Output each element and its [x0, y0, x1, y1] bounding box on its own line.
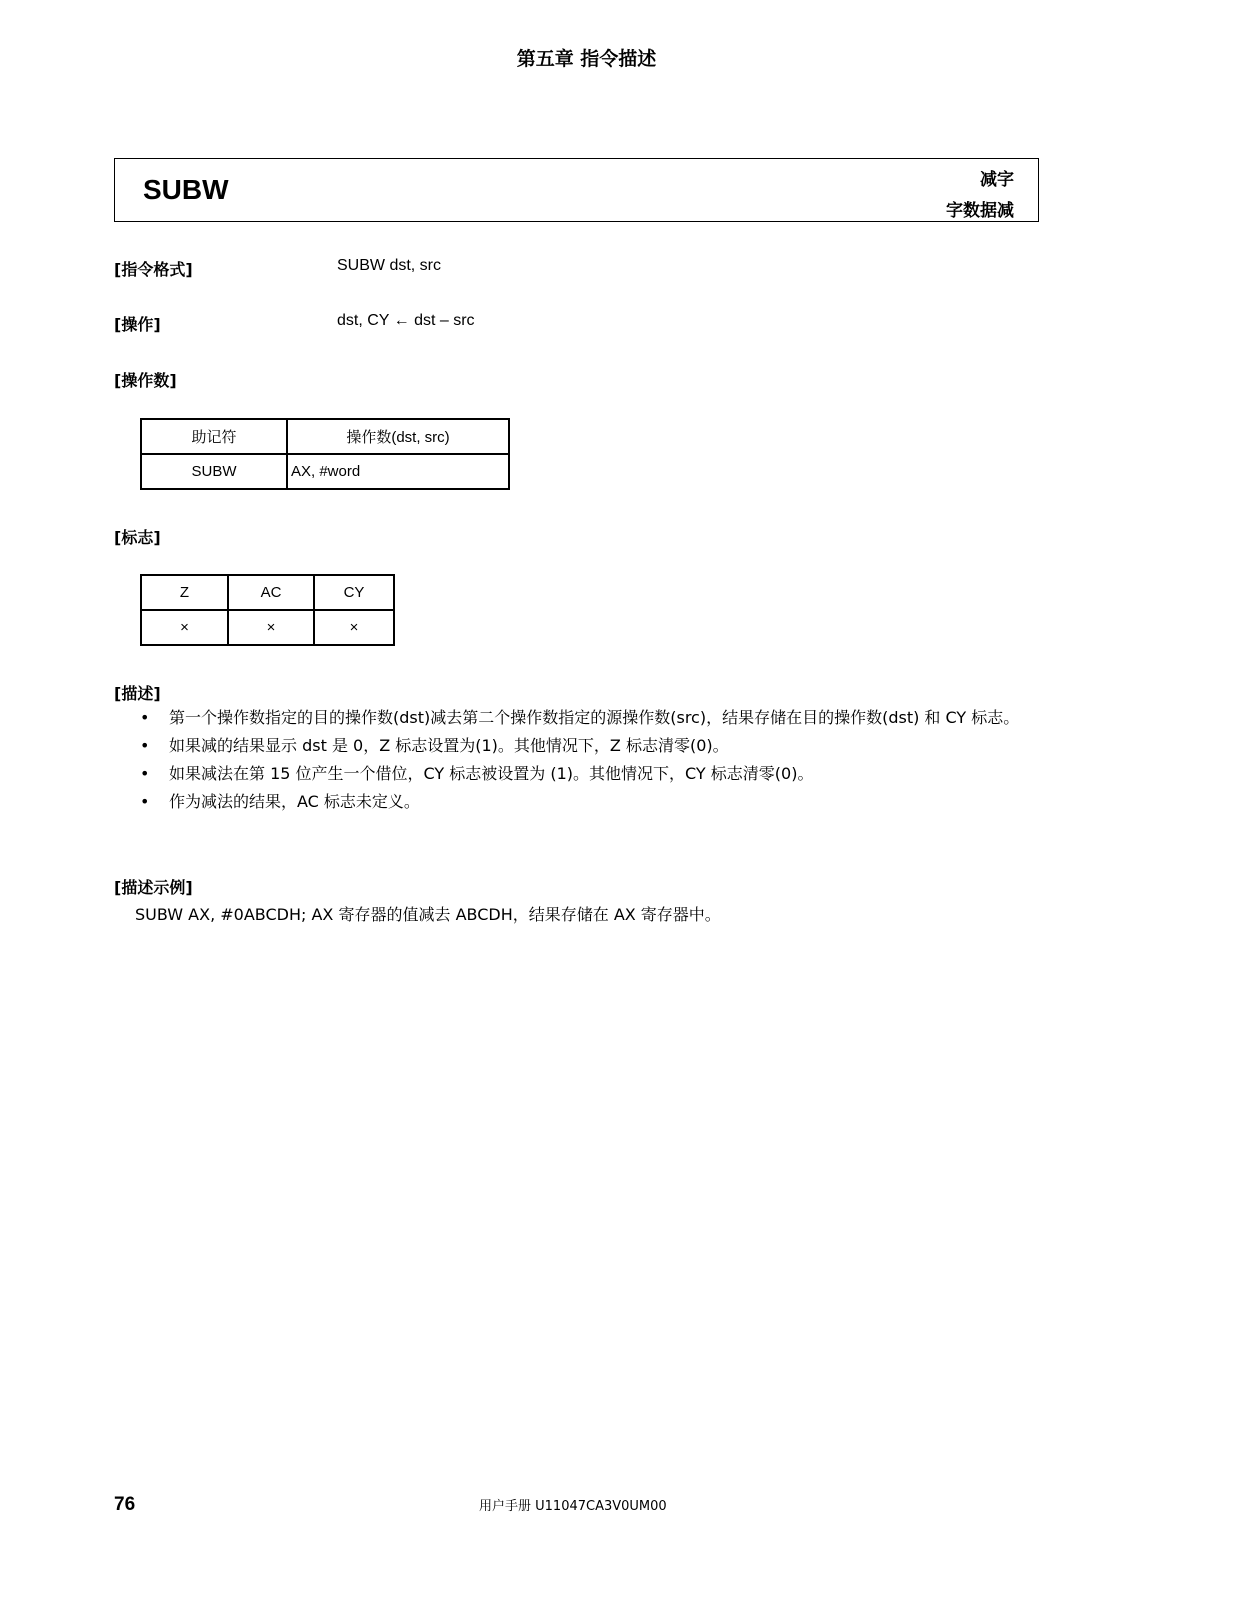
instruction-subtitle-2: 字数据减 [946, 201, 1014, 221]
operation-value: dst, CY ← dst – src [337, 312, 475, 329]
operands-header-row [141, 419, 509, 454]
description-label: [描述] [114, 684, 161, 703]
instruction-title-box [114, 158, 1039, 222]
description-text: 如果减的结果显示 dst 是 0，Z 标志设置为(1)。其他情况下，Z 标志清零(0)。 [169, 736, 729, 755]
operands-cell-mnemonic: SUBW [141, 454, 287, 489]
operands-header-operands: 操作数(dst, src) [287, 419, 509, 454]
list-item [140, 760, 1045, 788]
list-item [140, 704, 1045, 732]
bullet-icon: • [140, 792, 150, 811]
flags-header-row [141, 575, 394, 610]
operands-cell-operands: AX, #word [287, 454, 509, 489]
list-item [140, 732, 1045, 760]
description-text: 第一个操作数指定的目的操作数(dst)减去第二个操作数指定的源操作数(src)，结果存储在目的操作数(dst) 和 CY 标志。 [169, 708, 1020, 727]
flag-header-ac: AC [228, 575, 314, 610]
flag-value-cy: × [314, 610, 394, 645]
description-text: 如果减法在第 15 位产生一个借位，CY 标志被设置为 (1)。其他情况下，CY 标志清零(0)。 [169, 764, 814, 783]
manual-footer: 用户手册 U11047CA3V0UM00 [479, 1499, 667, 1514]
description-list [140, 704, 1045, 816]
flag-header-z: Z [141, 575, 228, 610]
operands-table [140, 418, 510, 490]
bullet-icon: • [140, 736, 150, 755]
example-label: [描述示例] [114, 878, 193, 897]
flag-header-cy: CY [314, 575, 394, 610]
format-label: [指令格式] [114, 260, 193, 279]
bullet-icon: • [140, 764, 150, 783]
operands-label: [操作数] [114, 371, 177, 390]
list-item [140, 788, 1045, 816]
operation-label: [操作] [114, 315, 161, 334]
operands-header-mnemonic: 助记符 [141, 419, 287, 454]
example-text: SUBW AX, #0ABCDH; AX 寄存器的值减去 ABCDH，结果存储在 AX 寄存器中。 [135, 905, 721, 924]
page-number: 76 [114, 1494, 136, 1515]
description-text: 作为减法的结果，AC 标志未定义。 [169, 792, 420, 811]
chapter-header: 第五章 指令描述 [516, 48, 657, 70]
instruction-subtitle-1: 减字 [980, 170, 1014, 190]
flags-value-row [141, 610, 394, 645]
format-value: SUBW dst, src [337, 257, 442, 274]
bullet-icon: • [140, 708, 150, 727]
table-row [141, 454, 509, 489]
flags-label: [标志] [114, 528, 161, 547]
flags-table [140, 574, 395, 646]
flag-value-ac: × [228, 610, 314, 645]
flag-value-z: × [141, 610, 228, 645]
instruction-name: SUBW [143, 174, 229, 205]
